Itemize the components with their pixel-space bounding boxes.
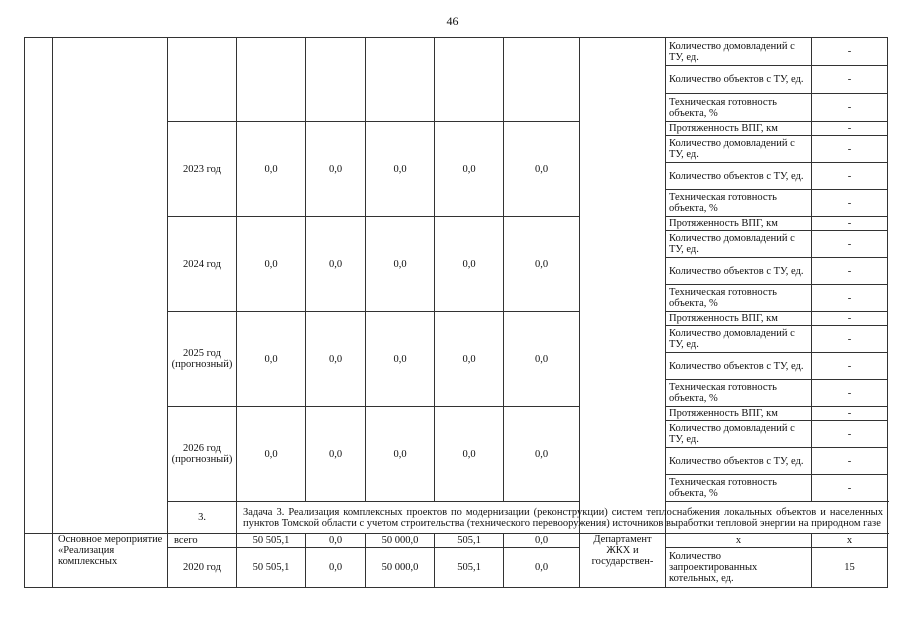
indicator-value: -: [812, 475, 888, 502]
value-cell: 50 505,1: [237, 534, 306, 548]
value-cell: 50 000,0: [366, 534, 435, 548]
indicator-readiness: Техническая готовность объекта, %: [666, 190, 812, 217]
indicator-value: -: [812, 407, 888, 421]
indicator-objects: Количество объектов с ТУ, ед.: [666, 163, 812, 190]
value-cell: 0,0: [366, 122, 435, 217]
value-cell: 0,0: [435, 407, 504, 502]
indicator-value: -: [812, 94, 888, 122]
value-cell: 50 000,0: [366, 548, 435, 588]
measure-name: Основное мероприятие «Реализация комплексных: [53, 534, 168, 588]
executor-cell: Департамент ЖКХ и государствен-: [580, 534, 666, 588]
task-number: 3.: [168, 502, 237, 534]
value-cell: 0,0: [504, 312, 580, 407]
year-cell: 2025 год (прогнозный): [168, 312, 237, 407]
value-cell: 0,0: [504, 407, 580, 502]
indicator-readiness: Техническая готовность объекта, %: [666, 380, 812, 407]
year-cell: 2024 год: [168, 217, 237, 312]
value-cell: 0,0: [237, 217, 306, 312]
indicator-vpg: Протяженность ВПГ, км: [666, 122, 812, 136]
page-number: 46: [446, 14, 459, 28]
year-cell: [168, 38, 237, 122]
indicator-vpg: Протяженность ВПГ, км: [666, 407, 812, 421]
value-cell: 505,1: [435, 534, 504, 548]
target-cell: х: [812, 534, 888, 548]
indicator-value: -: [812, 136, 888, 163]
value-cell: 0,0: [504, 217, 580, 312]
indicator-value: -: [812, 38, 888, 66]
value-cell: 0,0: [435, 217, 504, 312]
indicator-vpg: Протяженность ВПГ, км: [666, 312, 812, 326]
value-cell: 0,0: [306, 217, 366, 312]
program-table: [24, 37, 888, 588]
measure-number-cell: [25, 534, 53, 588]
indicator-households: Количество домовладений с ТУ, ед.: [666, 38, 812, 66]
value-cell: [306, 38, 366, 122]
measure-name-cell: [53, 38, 168, 534]
indicator-cell: Количество запроектированных котельных, ед.: [666, 548, 812, 588]
indicator-value: -: [812, 326, 888, 353]
indicator-value: -: [812, 448, 888, 475]
indicator-readiness: Техническая готовность объекта, %: [666, 475, 812, 502]
indicator-value: -: [812, 285, 888, 312]
indicator-households: Количество домовладений с ТУ, ед.: [666, 421, 812, 448]
indicator-value: -: [812, 312, 888, 326]
indicator-value: -: [812, 163, 888, 190]
value-cell: 0,0: [306, 122, 366, 217]
value-cell: 0,0: [237, 312, 306, 407]
indicator-value: -: [812, 190, 888, 217]
indicator-readiness: Техническая готовность объекта, %: [666, 285, 812, 312]
year-cell: 2026 год (прогнозный): [168, 407, 237, 502]
value-cell: 0,0: [504, 122, 580, 217]
task-description: Задача 3. Реализация комплексных проектов по модернизации (реконструкции) систем теплоснабжения локальных объектов и населенных пунктов Томской области с учетом строительства (технического перевооружения) источников выработки тепловой энергии на природном газе: [237, 502, 888, 534]
year-cell: 2023 год: [168, 122, 237, 217]
value-cell: 0,0: [306, 407, 366, 502]
value-cell: 0,0: [435, 122, 504, 217]
indicator-value: -: [812, 421, 888, 448]
indicator-value: -: [812, 122, 888, 136]
value-cell: 0,0: [435, 312, 504, 407]
indicator-value: -: [812, 66, 888, 94]
value-cell: 0,0: [504, 534, 580, 548]
value-cell: [237, 38, 306, 122]
indicator-households: Количество домовладений с ТУ, ед.: [666, 136, 812, 163]
executor-cell: [580, 38, 666, 534]
value-cell: 0,0: [366, 312, 435, 407]
target-cell: 15: [812, 548, 888, 588]
indicator-objects: Количество объектов с ТУ, ед.: [666, 66, 812, 94]
value-cell: 0,0: [306, 312, 366, 407]
indicator-readiness: Техническая готовность объекта, %: [666, 94, 812, 122]
indicator-households: Количество домовладений с ТУ, ед.: [666, 231, 812, 258]
value-cell: 50 505,1: [237, 548, 306, 588]
indicator-objects: Количество объектов с ТУ, ед.: [666, 258, 812, 285]
indicator-value: -: [812, 217, 888, 231]
indicator-value: -: [812, 231, 888, 258]
indicator-value: -: [812, 353, 888, 380]
value-cell: 505,1: [435, 548, 504, 588]
value-cell: 0,0: [237, 122, 306, 217]
indicator-vpg: Протяженность ВПГ, км: [666, 217, 812, 231]
indicator-value: -: [812, 258, 888, 285]
value-cell: 0,0: [504, 548, 580, 588]
indicator-objects: Количество объектов с ТУ, ед.: [666, 353, 812, 380]
indicator-value: -: [812, 380, 888, 407]
value-cell: [366, 38, 435, 122]
period-cell: 2020 год: [168, 548, 237, 588]
value-cell: 0,0: [306, 534, 366, 548]
indicator-cell: х: [666, 534, 812, 548]
value-cell: [435, 38, 504, 122]
indicator-objects: Количество объектов с ТУ, ед.: [666, 448, 812, 475]
indicator-households: Количество домовладений с ТУ, ед.: [666, 326, 812, 353]
value-cell: 0,0: [366, 217, 435, 312]
value-cell: 0,0: [306, 548, 366, 588]
value-cell: 0,0: [237, 407, 306, 502]
value-cell: 0,0: [366, 407, 435, 502]
period-cell: всего: [168, 534, 237, 548]
number-cell: [25, 38, 53, 534]
value-cell: [504, 38, 580, 122]
